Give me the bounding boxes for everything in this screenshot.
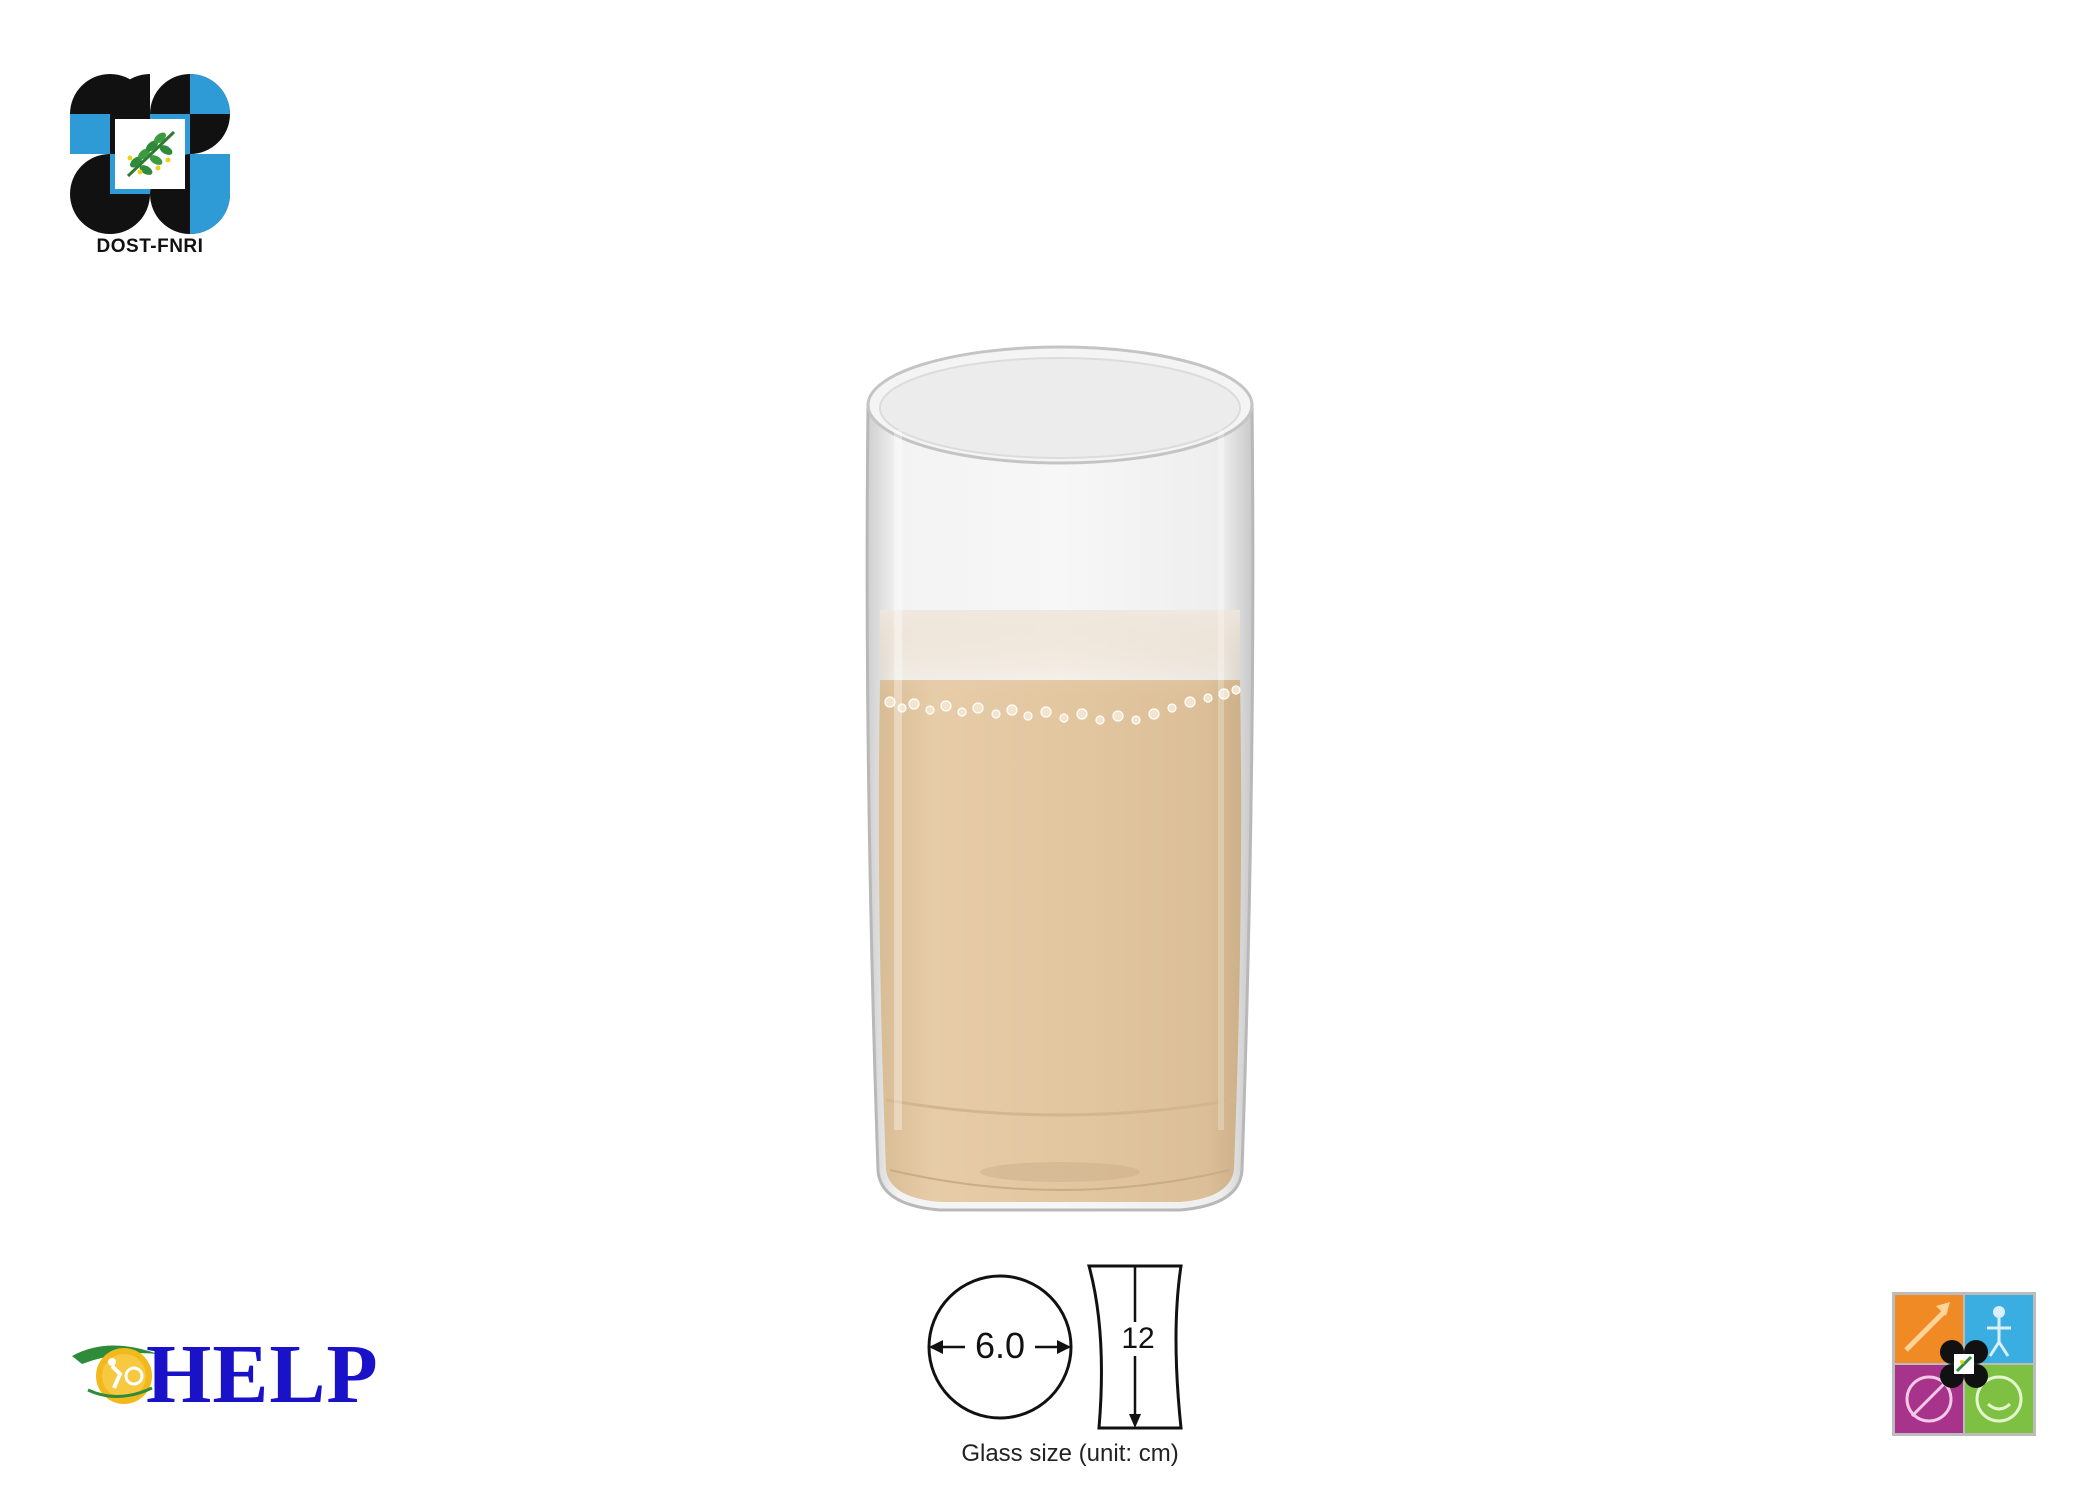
glass-of-beverage-photo [850, 310, 1270, 1220]
dost-fnri-logo-icon [70, 74, 230, 234]
org-logo-label: DOST-FNRI [96, 236, 204, 257]
help-logo-text: HELP [146, 1328, 379, 1421]
height-value: 12 [1112, 1322, 1164, 1356]
four-square-health-logo-icon [1892, 1292, 2036, 1436]
glass-size-caption: Glass size (unit: cm) [961, 1440, 1179, 1467]
diameter-value: 6.0 [965, 1326, 1035, 1366]
